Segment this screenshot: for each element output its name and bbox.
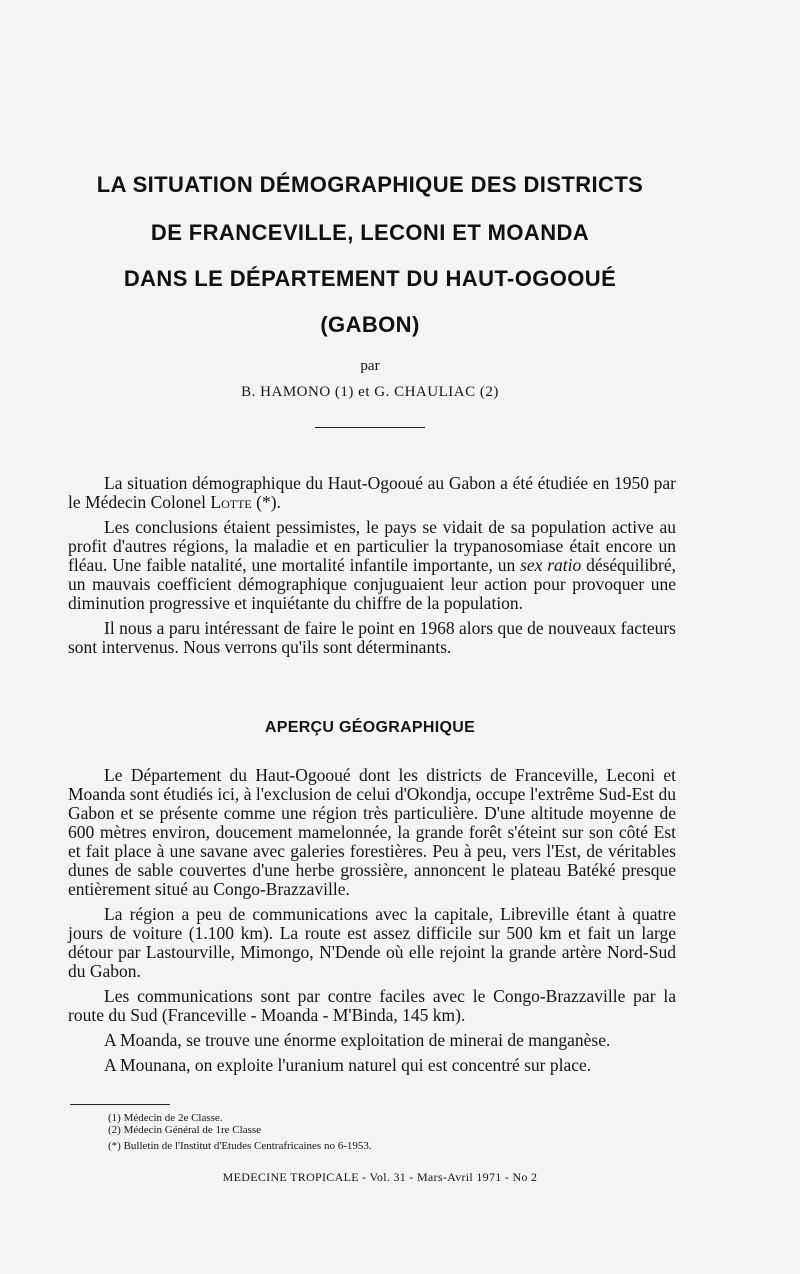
geo-paragraph-3: Les communications sont par contre faciles avec le Congo-Brazzaville par la route du Sud (Franceville - Moanda - M'Binda, 145 km).	[68, 986, 676, 1025]
intro-paragraph-3: Il nous a paru intéressant de faire le point en 1968 alors que de nouveaux facteurs sont intervenus. Nous verrons qu'ils sont déterminants.	[68, 618, 676, 657]
title-divider	[315, 427, 425, 428]
footnote-2: (2) Médecin Général de 1re Classe	[108, 1124, 262, 1136]
intro-p2-text: Les conclusions étaient pessimistes, le pays se vidait de sa population active au profit d'autres régions, la maladie et en particulier la trypanosomiase était encore un fléau. Une faible natalité, une mortalité infantile importante, un	[68, 517, 676, 575]
footnote-3: (*) Bulletin de l'Institut d'Etudes Centrafricaines no 6-1953.	[108, 1140, 372, 1152]
geo-paragraph-2: La région a peu de communications avec la capitale, Libreville étant à quatre jours de voiture (1.100 km). La route est assez difficile sur 500 km et fait un large détour par Lastourville, Mimongo, N'Dende où elle rejoint la grande artère Nord-Sud du Gabon.	[68, 904, 676, 981]
author-reference-lotte: Lotte	[210, 492, 252, 512]
title-line-2: DE FRANCEVILLE, LECONI ET MOANDA	[150, 220, 590, 245]
journal-footer: MEDECINE TROPICALE - Vol. 31 - Mars-Avril 1971 - No 2	[222, 1170, 538, 1184]
title-line-4: (GABON)	[320, 312, 420, 337]
section-heading: APERÇU GÉOGRAPHIQUE	[264, 719, 476, 736]
intro-p2-end: déséquilibré, un mauvais coefficient démographique conjuguaient leur action pour provoquer une diminution progressive et inquiétante du chiffre de la population.	[68, 555, 676, 613]
footnote-divider	[70, 1104, 170, 1105]
footnotes	[108, 1112, 668, 1152]
geo-paragraph-5: A Mounana, on exploite l'uranium naturel qui est concentré sur place.	[104, 1055, 592, 1075]
intro-paragraph-1	[68, 474, 676, 512]
sex-ratio-term: sex ratio	[520, 555, 582, 575]
title-line-1: LA SITUATION DÉMOGRAPHIQUE DES DISTRICTS	[96, 172, 644, 197]
intro-paragraph-2	[68, 518, 676, 613]
intro-p1-end: (*).	[251, 492, 281, 512]
byline-par: par	[360, 358, 380, 374]
intro-p1-text: La situation démographique du Haut-Ogooué au Gabon a été étudiée en 1950 par le Médecin Colonel	[68, 473, 676, 512]
geography-section	[68, 766, 676, 1081]
geo-paragraph-4: A Moanda, se trouve une énorme exploitation de minerai de manganèse.	[104, 1030, 611, 1050]
footnote-1: (1) Médecin de 2e Classe.	[108, 1112, 223, 1124]
geo-paragraph-1: Le Département du Haut-Ogooué dont les districts de Franceville, Leconi et Moanda sont étudiés ici, à l'exclusion de celui d'Okondja, occupe l'extrême Sud-Est du Gabon et se présente comme une région très particulière. D'une altitude moyenne de 600 mètres environ, doucement mamelonnée, la grande forêt s'éteint sur son côté Est et fait place à une savane avec galeries forestières. Peu à peu, vers l'Est, de véritables dunes de sable couvertes d'une herbe grossière, annoncent le plateau Batéké presque entièrement situé au Congo-Brazzaville.	[68, 765, 676, 899]
intro-section	[68, 474, 676, 663]
title-line-3: DANS LE DÉPARTEMENT DU HAUT-OGOOUÉ	[123, 266, 617, 291]
authors: B. HAMONO (1) et G. CHAULIAC (2)	[241, 384, 499, 400]
